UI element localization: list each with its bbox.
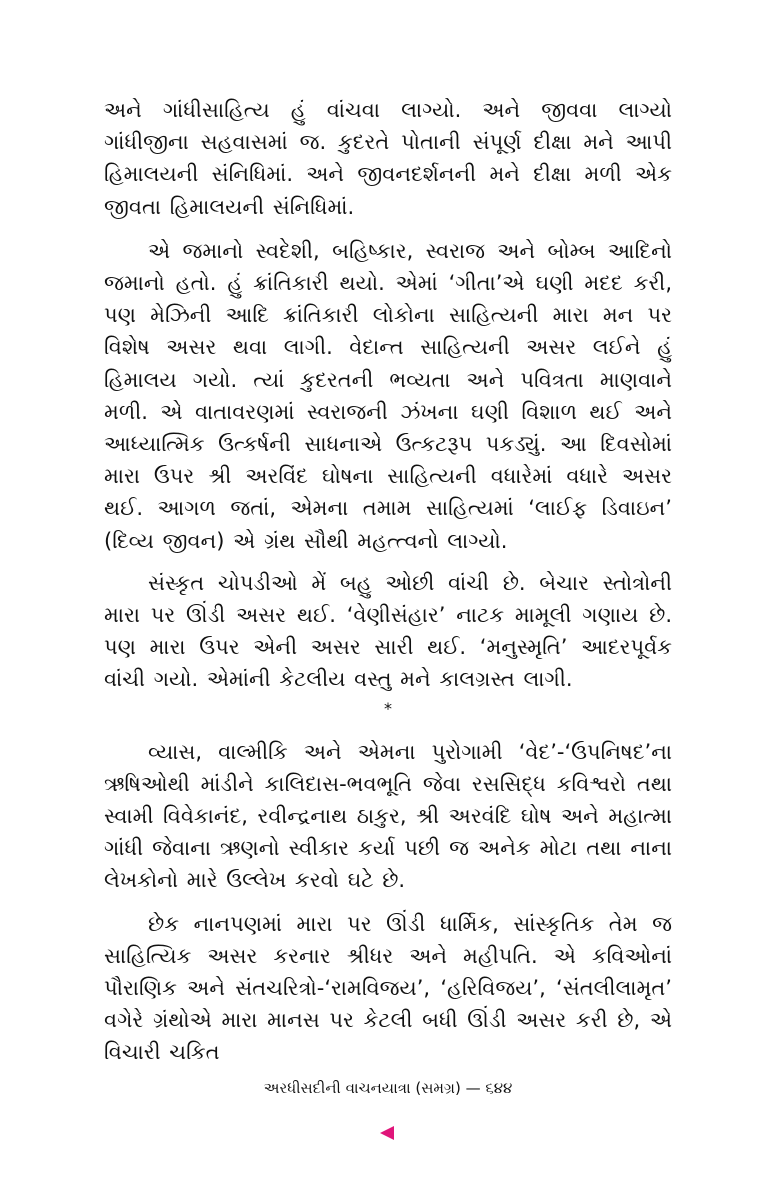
paragraph-1: અને ગાંધીસાહિત્ય હું વાંચવા લાગ્યો. અને જીવવા લાગ્યો ગાંધીજીના સહવાસમાં જ. કુદરતે પોતાની સંપૂર્ણ દીક્ષા મને આપી હિમાલયની સંનિધિમાં. અને જીવનદર્શનની મને દીક્ષા મળી એક જીવતા હિમાલયની સંનિધિમાં. bbox=[104, 98, 672, 219]
triangle-left-icon bbox=[380, 1126, 394, 1140]
previous-page-arrow-icon[interactable] bbox=[380, 1125, 394, 1141]
paragraph-3: સંસ્કૃત ચોપડીઓ મેં બહુ ઓછી વાંચી છે. બેચાર સ્તોત્રોની મારા પર ઊંડી અસર થઈ. ‘વેણીસંહાર’ નાટક મામૂલી ગણાય છે. પણ મારા ઉપર એની અસર સારી થઈ. ‘મનુસ્મૃતિ’ આદરપૂર્વક વાંચી ગયો. એમાંની કેટલીય વસ્તુ મને કાલગ્રસ્ત લાગી. bbox=[104, 570, 672, 692]
section-separator: * bbox=[384, 698, 392, 718]
paragraph-5: છેક નાનપણમાં મારા પર ઊંડી ધાર્મિક, સાંસ્કૃતિક તેમ જ સાહિત્યિક અસર કરનાર શ્રીધર અને મહીપતિ. એ કવિઓનાં પૌરાણિક અને સંતચરિત્રો-‘રામવિજય’, ‘હરિવિજય’, ‘સંતલીલામૃત’ વગેરે ગ્રંથોએ મારા માનસ પર કેટલી બધી ઊંડી અસર કરી છે, એ વિચારી ચકિત bbox=[104, 911, 672, 1065]
page-body bbox=[104, 94, 672, 1069]
paragraph-2: એ જમાનો સ્વદેશી, બહિષ્કાર, સ્વરાજ અને બોમ્બ આદિનો જમાનો હતો. હું ક્રાંતિકારી થયો. એમાં ‘ગીતા’એ ઘણી મદદ કરી, પણ મેઝિની આદિ ક્રાંતિકારી લોકોના સાહિત્યની મારા મન પર વિશેષ અસર થવા લાગી. વેદાન્ત સાહિત્યની અસર લઈને હું હિમાલય ગયો. ત્યાં કુદરતની ભવ્યતા અને પવિત્રતા માણવાને મળી. એ વાતાવરણમાં સ્વરાજની ઝંખના ઘણી વિશાળ થઈ અને આધ્યાત્મિક ઉત્કર્ષની સાધનાએ ઉત્કટરૂપ પકડ્યું. આ દિવસોમાં મારા ઉપર શ્રી અરવિંદ ઘોષના સાહિત્યની વધારેમાં વધારે અસર થઈ. આગળ જતાં, એમના તમામ સાહિત્યમાં ‘લાઈફ ડિવાઇન’ (દિવ્ય જીવન) એ ગ્રંથ સૌથી મહત્ત્વનો લાગ્યો. bbox=[104, 238, 672, 553]
page-footer: અરધીસદીની વાચનયાત્રા (સમગ્ર) — ૬૪૪ bbox=[263, 1079, 513, 1097]
paragraph-4: વ્યાસ, વાલ્મીકિ અને એમના પુરોગામી ‘વેદ’-‘ઉપનિષદ’ના ઋષિઓથી માંડીને કાલિદાસ-ભવભૂતિ જેવા રસસિદ્ધ કવિશ્વરો તથા સ્વામી વિવેકાનંદ, રવીન્દ્રનાથ ઠાકુર, શ્રી અરવંદિ ઘોષ અને મહાત્મા ગાંધી જેવાના ઋણનો સ્વીકાર કર્યા પછી જ અનેક મોટા તથા નાના લેખકોનો મારે ઉલ્લેખ કરવો ઘટે છે. bbox=[104, 739, 672, 893]
